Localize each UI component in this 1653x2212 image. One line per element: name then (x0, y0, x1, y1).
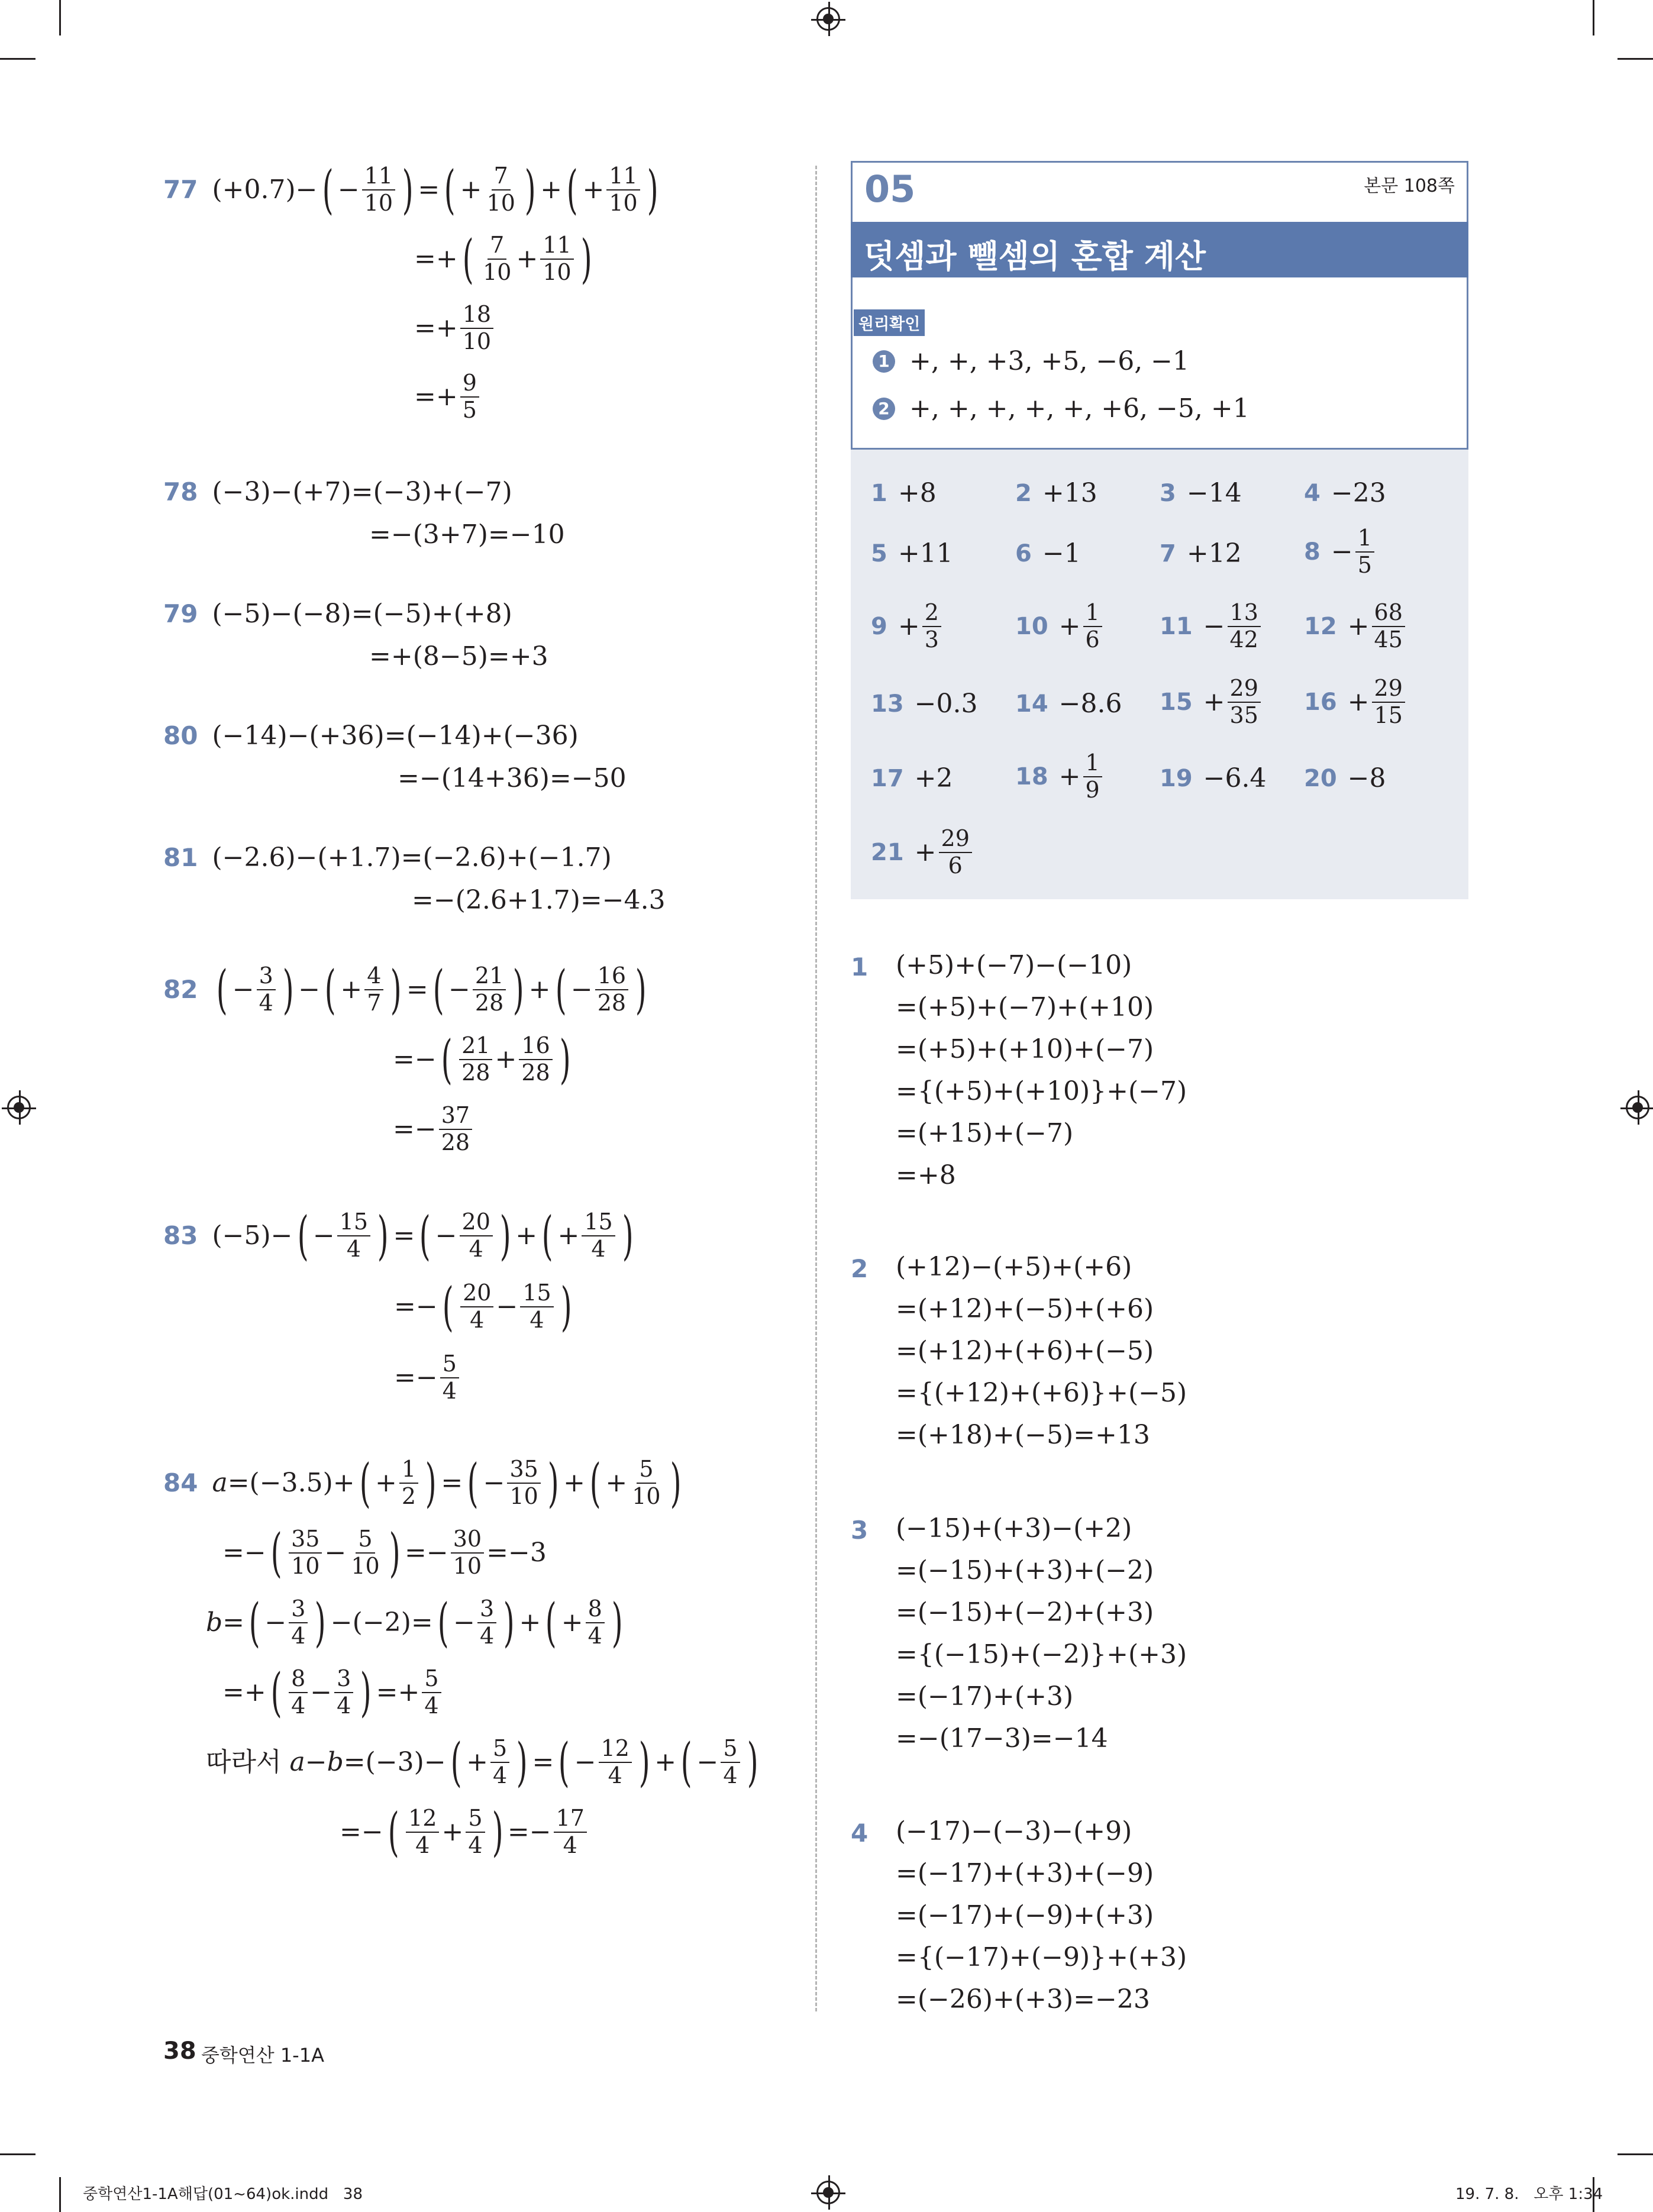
answer-item: 6 −1 (1015, 538, 1081, 569)
fraction: $\frac{20}{4}$ (460, 1210, 493, 1261)
problem-80-line-2: =−(14+36)=−50 (398, 763, 627, 793)
crop-mark (59, 0, 61, 35)
fraction: $\frac{30}{10}$ (451, 1528, 484, 1578)
file-slug: 중학연산1-1A해답(01~64)ok.indd 38 (83, 2185, 363, 2203)
problem-number: 1 (851, 952, 869, 981)
problem-77-line-2: =+ ( $\frac{7}{10}$ + $\frac{11}{10}$ ) (414, 228, 592, 290)
fraction: $\frac{15}{4}$ (337, 1210, 370, 1261)
fraction: $\frac{11}{10}$ (540, 234, 573, 285)
fraction: $\frac{3}{4}$ (257, 964, 276, 1015)
fraction: $\frac{37}{28}$ (439, 1104, 472, 1155)
column-divider (815, 166, 817, 2011)
answer-item: 10 + $\frac{1}{6}$ (1015, 601, 1105, 652)
answer-item: 4 −23 (1304, 478, 1386, 508)
page-number: 38 (163, 2037, 196, 2065)
crop-mark (1618, 2153, 1653, 2155)
fraction: $\frac{35}{10}$ (507, 1458, 540, 1509)
answer-item: 21 + $\frac{29}{6}$ (871, 827, 974, 878)
answer-item: 1 +8 (871, 478, 937, 508)
problem-number: 82 (163, 974, 198, 1004)
answer-item: 11 − $\frac{13}{42}$ (1160, 601, 1263, 652)
fraction: $\frac{5}{4}$ (466, 1807, 485, 1858)
principle-line-2: 2 +, +, +, +, +, +6, −5, +1 (873, 396, 1250, 422)
answer-item: 2 +13 (1015, 478, 1097, 508)
page-reference: 본문 108쪽 (1364, 176, 1455, 196)
answer-item: 13 −0.3 (871, 689, 978, 719)
fraction: $\frac{5}{4}$ (440, 1352, 459, 1403)
registration-mark-icon (816, 2181, 840, 2204)
problem-number: 80 (163, 721, 198, 750)
fraction: $\frac{15}{4}$ (520, 1281, 553, 1332)
registration-mark-icon (7, 1096, 31, 1119)
answer-item: 8 − $\frac{1}{5}$ (1304, 527, 1377, 577)
answer-item: 7 +12 (1160, 538, 1242, 569)
fraction: $\frac{4}{7}$ (364, 964, 383, 1015)
fraction: $\frac{3}{4}$ (289, 1597, 308, 1648)
fraction: $\frac{7}{10}$ (486, 163, 515, 216)
fraction: $\frac{9}{5}$ (460, 372, 479, 422)
problem-84-line-3: b = ( − $\frac{3}{4}$ ) −(−2)= ( − $\frac{3}{4}$ ) + ( + $\frac{8}{4}$ ) (206, 1592, 623, 1654)
answer-item: 19 −6.4 (1160, 763, 1267, 793)
problem-number: 78 (163, 477, 198, 506)
problem-77-line-1: 77 (+0.7)− ( − $\frac{11}{10}$ ) = ( + $\frac{7}{10}$ ) + ( + $\frac{11}{10}$ ) (163, 159, 658, 221)
answer-item: 9 + $\frac{2}{3}$ (871, 601, 944, 652)
problem-number: 3 (851, 1516, 869, 1545)
fraction: $\frac{35}{10}$ (289, 1528, 322, 1578)
section-title: 덧셈과 뺄셈의 혼합 계산 (864, 238, 1206, 275)
problem-number: 81 (163, 843, 198, 872)
problem-79-line-1: 79 (−5)−(−8)=(−5)+(+8) (163, 599, 512, 629)
crop-mark (1593, 0, 1594, 35)
problem-83-line-3: =− $\frac{5}{4}$ (394, 1352, 461, 1403)
fraction: $\frac{20}{4}$ (460, 1281, 493, 1332)
problem-83-line-1: 83 (−5)− ( − $\frac{15}{4}$ ) = ( − $\frac{20}{4}$ ) + ( + $\frac{15}{4}$ ) (163, 1205, 634, 1267)
problem-number: 79 (163, 599, 198, 628)
crop-mark (0, 58, 35, 60)
fraction: $\frac{3}{4}$ (477, 1597, 496, 1648)
section-number: 05 (864, 167, 916, 211)
problem-84-line-4: =+ ( $\frac{8}{4}$ − $\frac{3}{4}$ ) =+ $\frac{5}{4}$ (222, 1667, 444, 1718)
fraction: $\frac{11}{10}$ (606, 164, 640, 215)
answer-item: 5 +11 (871, 538, 953, 569)
fraction: $\frac{1}{2}$ (399, 1458, 418, 1509)
fraction: $\frac{8}{4}$ (586, 1597, 605, 1648)
fraction: $\frac{5}{10}$ (632, 1456, 661, 1509)
fraction: $\frac{11}{10}$ (362, 164, 395, 215)
problem-number: 83 (163, 1220, 198, 1250)
problem-82-line-3: =− $\frac{37}{28}$ (393, 1104, 474, 1155)
fraction: $\frac{5}{4}$ (422, 1667, 441, 1718)
problem-79-line-2: =+(8−5)=+3 (369, 641, 548, 671)
fraction: $\frac{5}{10}$ (351, 1526, 380, 1579)
fraction: $\frac{16}{28}$ (519, 1034, 552, 1085)
problem-84-line-1: 84 a =(−3.5)+ ( + $\frac{1}{2}$ ) = ( − $\frac{35}{10}$ ) + ( + $\frac{5}{10}$ ) (163, 1452, 682, 1514)
answer-item: 20 −8 (1304, 763, 1386, 793)
fraction: $\frac{21}{28}$ (459, 1034, 492, 1085)
answer-key-box (851, 450, 1468, 899)
problem-number: 4 (851, 1819, 869, 1848)
principle-line-1: 1 +, +, +3, +5, −6, −1 (873, 348, 1189, 374)
problem-78-line-2: =−(3+7)=−10 (369, 519, 565, 550)
problem-77-line-4: =+ $\frac{9}{5}$ (414, 372, 482, 422)
problem-77-line-3: =+ $\frac{18}{10}$ (414, 303, 496, 354)
answer-item: 16 + $\frac{29}{15}$ (1304, 677, 1407, 728)
fraction: $\frac{15}{4}$ (582, 1210, 615, 1261)
fraction: $\frac{21}{28}$ (473, 964, 506, 1015)
problem-84-line-6: =− ( $\frac{12}{4}$ + $\frac{5}{4}$ ) =− $\frac{17}{4}$ (340, 1807, 589, 1858)
problem-81-line-1: 81 (−2.6)−(+1.7)=(−2.6)+(−1.7) (163, 842, 612, 873)
fraction: $\frac{3}{4}$ (334, 1667, 353, 1718)
fraction: $\frac{7}{10}$ (483, 232, 512, 285)
fraction: $\frac{5}{4}$ (721, 1737, 740, 1788)
problem-84-line-5: 따라서 a−b =(−3)− ( + $\frac{5}{4}$ ) = ( − $\frac{12}{4}$ ) + ( − $\frac{5}{4}$ ) (206, 1732, 758, 1793)
registration-mark-icon (816, 7, 840, 31)
problem-84-line-2: =− ( $\frac{35}{10}$ − $\frac{5}{10}$ ) =− $\frac{30}{10}$ =−3 (222, 1522, 547, 1584)
crop-mark (1618, 58, 1653, 60)
fraction: $\frac{18}{10}$ (460, 303, 493, 354)
principle-tag: 원리확인 (854, 309, 925, 336)
circled-number-icon: 1 (873, 350, 895, 373)
fraction: $\frac{5}{4}$ (490, 1737, 509, 1788)
answer-item: 12 + $\frac{68}{45}$ (1304, 601, 1407, 652)
problem-number: 77 (163, 175, 198, 204)
answer-item: 14 −8.6 (1015, 689, 1122, 719)
problem-82-line-1: 82 ( − $\frac{3}{4}$ ) − ( + $\frac{4}{7}$ ) = ( − $\frac{21}{28}$ ) + ( − $\frac{16}{28}$ ) (163, 959, 647, 1021)
answer-item: 17 +2 (871, 763, 953, 793)
print-timestamp: 19. 7. 8. 오후 1:34 (1455, 2185, 1603, 2203)
fraction: $\frac{16}{28}$ (595, 964, 628, 1015)
fraction: $\frac{8}{4}$ (289, 1667, 308, 1718)
problem-81-line-2: =−(2.6+1.7)=−4.3 (412, 885, 666, 915)
fraction: $\frac{12}{4}$ (406, 1807, 439, 1858)
registration-mark-icon (1626, 1096, 1649, 1119)
section-header-box (851, 161, 1468, 450)
problem-82-line-2: =− ( $\frac{21}{28}$ + $\frac{16}{28}$ ) (393, 1029, 571, 1090)
problem-number: 2 (851, 1254, 869, 1283)
answer-item: 3 −14 (1160, 478, 1242, 508)
problem-number: 84 (163, 1468, 198, 1497)
crop-mark (0, 2153, 35, 2155)
answer-item: 15 + $\frac{29}{35}$ (1160, 677, 1263, 728)
answer-item: 18 + $\frac{1}{9}$ (1015, 751, 1105, 802)
fraction: $\frac{17}{4}$ (554, 1807, 587, 1858)
problem-83-line-2: =− ( $\frac{20}{4}$ − $\frac{15}{4}$ ) (394, 1276, 572, 1338)
fraction: $\frac{12}{4}$ (599, 1737, 632, 1788)
problem-80-line-1: 80 (−14)−(+36)=(−14)+(−36) (163, 721, 579, 751)
circled-number-icon: 2 (873, 398, 895, 420)
book-title: 중학연산 1-1A (201, 2044, 324, 2066)
section-title-bar (851, 222, 1468, 277)
problem-78-line-1: 78 (−3)−(+7)=(−3)+(−7) (163, 477, 512, 507)
crop-mark (59, 2177, 61, 2212)
